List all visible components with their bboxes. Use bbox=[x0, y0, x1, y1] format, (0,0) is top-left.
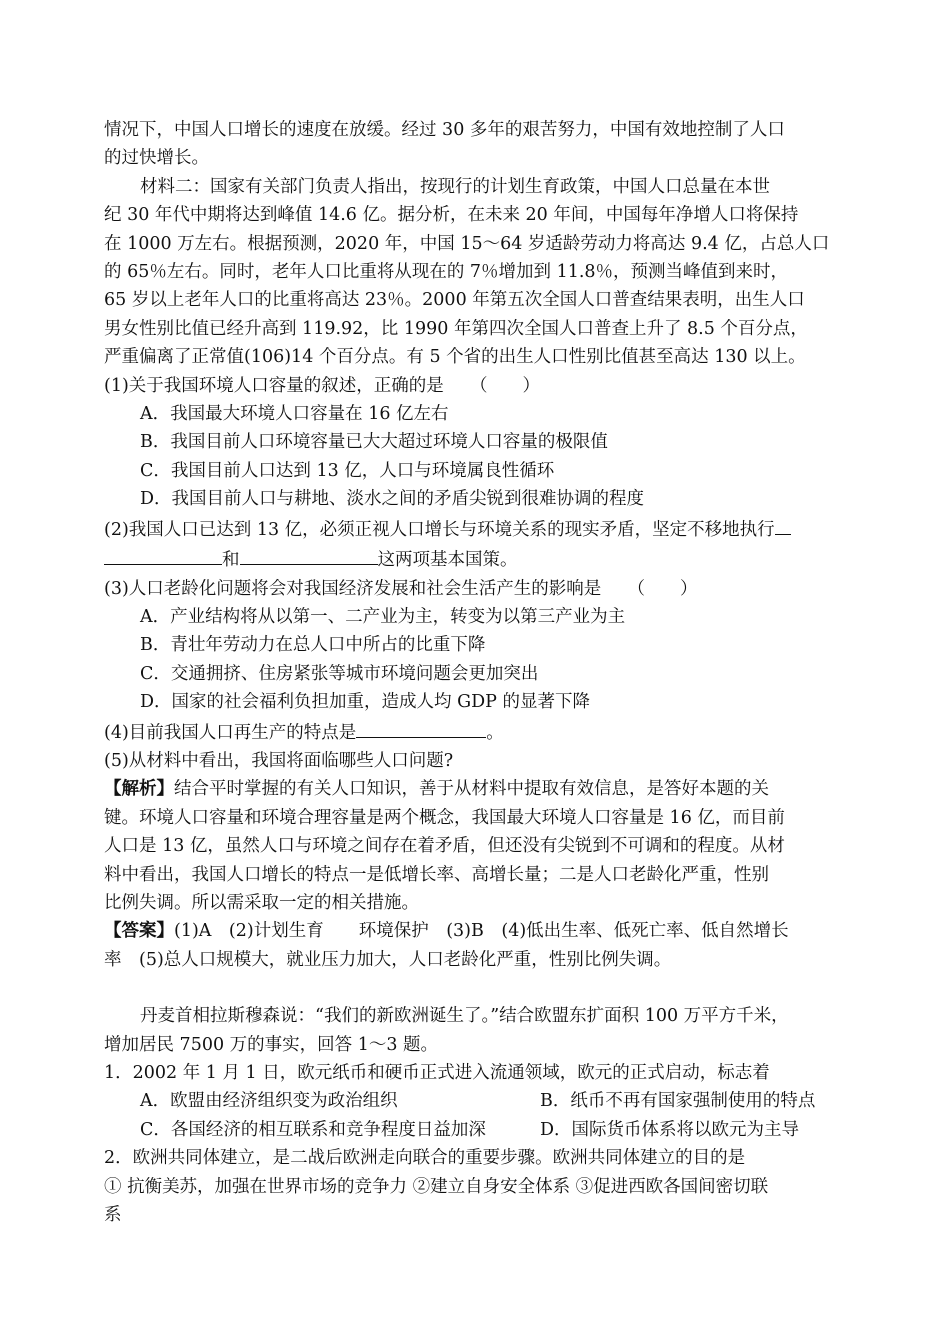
q4-blank bbox=[356, 717, 486, 738]
question-5: (5)从材料中看出，我国将面临哪些人口问题? bbox=[104, 750, 454, 771]
q1-option-c: C．我国目前人口达到 13 亿，人口与环境属良性循环 bbox=[140, 460, 555, 481]
text-line: 纪 30 年代中期将达到峰值 14.6 亿。据分析，在未来 20 年间，中国每年净增人口将保持 bbox=[104, 205, 799, 226]
mc1-option-a: A．欧盟由经济组织变为政治组织 bbox=[140, 1091, 398, 1112]
question-2-line1 bbox=[104, 514, 852, 544]
q2-text: (2)我国人口已达到 13 亿，必须正视人口增长与环境关系的现实矛盾，坚定不移地执行 bbox=[104, 519, 775, 540]
q2-blank-2 bbox=[240, 544, 378, 565]
q2-blank-1 bbox=[104, 544, 222, 565]
analysis-line: 料中看出，我国人口增长的特点一是低增长率、高增长量；二是人口老龄化严重，性别 bbox=[104, 864, 769, 885]
q2-and: 和 bbox=[222, 550, 240, 571]
answer-line bbox=[104, 917, 852, 945]
answer-text: (1)A (2)计划生育 环境保护 (3)B (4)低出生率、低死亡率、低自然增长 bbox=[174, 921, 789, 942]
section-gap bbox=[104, 974, 852, 1002]
mc1-options-row-2 bbox=[104, 1116, 852, 1144]
question-4 bbox=[104, 717, 852, 747]
text-line: 在 1000 万左右。根据预测，2020 年，中国 15～64 岁适龄劳动力将高达 9.4 亿，占总人口 bbox=[104, 233, 830, 254]
mc1-option-c: C．各国经济的相互联系和竞争程度日益加深 bbox=[140, 1119, 486, 1140]
q4-tail: 。 bbox=[486, 722, 504, 743]
mc1-option-b: B．纸币不再有国家强制使用的特点 bbox=[540, 1091, 816, 1112]
analysis-line: 键。环境人口容量和环境合理容量是两个概念，我国最大环境人口容量是 16 亿，而目前 bbox=[104, 807, 785, 828]
q2-blank-start bbox=[775, 514, 791, 535]
question-3-stem: (3)人口老龄化问题将会对我国经济发展和社会生活产生的影响是 （ ） bbox=[104, 578, 698, 599]
question-2-line2 bbox=[104, 544, 852, 574]
mc1-stem: 1．2002 年 1 月 1 日，欧元纸币和硬币正式进入流通领域，欧元的正式启动，标志着 bbox=[104, 1063, 770, 1083]
answer-line: 率 (5)总人口规模大，就业压力加大，人口老龄化严重，性别比例失调。 bbox=[104, 949, 672, 970]
analysis-text: 结合平时掌握的有关人口知识，善于从材料中提取有效信息，是答好本题的关 bbox=[174, 779, 769, 800]
text-line: 情况下，中国人口增长的速度在放缓。经过 30 多年的艰苦努力，中国有效地控制了人口 bbox=[104, 120, 785, 140]
material-two-line: 材料二：国家有关部门负责人指出，按现行的计划生育政策，中国人口总量在本世 bbox=[140, 176, 770, 197]
q1-option-a: A．我国最大环境人口容量在 16 亿左右 bbox=[140, 404, 449, 425]
q1-option-d: D．我国目前人口与耕地、淡水之间的矛盾尖锐到很难协调的程度 bbox=[140, 489, 645, 510]
mc2-line: ① 抗衡美苏，加强在世界市场的竞争力 ②建立自身安全体系 ③促进西欧各国间密切联 bbox=[104, 1176, 769, 1197]
answer-label: 【答案】 bbox=[104, 921, 174, 942]
mc1-option-d: D．国际货币体系将以欧元为主导 bbox=[540, 1119, 800, 1140]
q3-option-a: A．产业结构将从以第一、二产业为主，转变为以第三产业为主 bbox=[140, 606, 626, 627]
text-line: 65 岁以上老年人口的比重将高达 23％。2000 年第五次全国人口普查结果表明，出生人口 bbox=[104, 290, 805, 311]
document-body bbox=[104, 116, 852, 1229]
q3-option-d: D．国家的社会福利负担加重，造成人均 GDP 的显著下降 bbox=[140, 692, 590, 713]
analysis-line: 比例失调。所以需采取一定的相关措施。 bbox=[104, 892, 419, 913]
mc2-line: 系 bbox=[104, 1205, 122, 1226]
analysis-label: 【解析】 bbox=[104, 779, 174, 800]
text-line: 的过快增长。 bbox=[104, 148, 209, 169]
q2-tail: 这两项基本国策。 bbox=[377, 550, 518, 571]
mc1-options-row-1 bbox=[104, 1087, 852, 1115]
q4-text: (4)目前我国人口再生产的特点是 bbox=[104, 722, 357, 743]
text-line: 男女性别比值已经升高到 119.92，比 1990 年第四次全国人口普查上升了 8.5 个百分点， bbox=[104, 318, 808, 339]
q3-option-b: B．青壮年劳动力在总人口中所占的比重下降 bbox=[140, 635, 486, 656]
text-line: 的 65％左右。同时，老年人口比重将从现在的 7％增加到 11.8％，预测当峰值到来时， bbox=[104, 262, 789, 283]
q3-option-c: C．交通拥挤、住房紧张等城市环境问题会更加突出 bbox=[140, 663, 539, 684]
intro-line: 丹麦首相拉斯穆森说：“我们的新欧洲诞生了。”结合欧盟东扩面积 100 万平方千米， bbox=[140, 1006, 789, 1027]
q1-option-b: B．我国目前人口环境容量已大大超过环境人口容量的极限值 bbox=[140, 432, 608, 453]
text-line: 严重偏离了正常值(106)14 个百分点。有 5 个省的出生人口性别比值甚至高达 130 以上。 bbox=[104, 347, 806, 368]
question-1-stem: (1)关于我国环境人口容量的叙述，正确的是 （ ） bbox=[104, 375, 541, 396]
mc2-stem: 2．欧洲共同体建立，是二战后欧洲走向联合的重要步骤。欧洲共同体建立的目的是 bbox=[104, 1148, 746, 1169]
analysis-line bbox=[104, 775, 852, 803]
intro-line: 增加居民 7500 万的事实，回答 1～3 题。 bbox=[104, 1034, 439, 1055]
analysis-line: 人口是 13 亿，虽然人口与环境之间存在着矛盾，但还没有尖锐到不可调和的程度。从材 bbox=[104, 836, 785, 857]
